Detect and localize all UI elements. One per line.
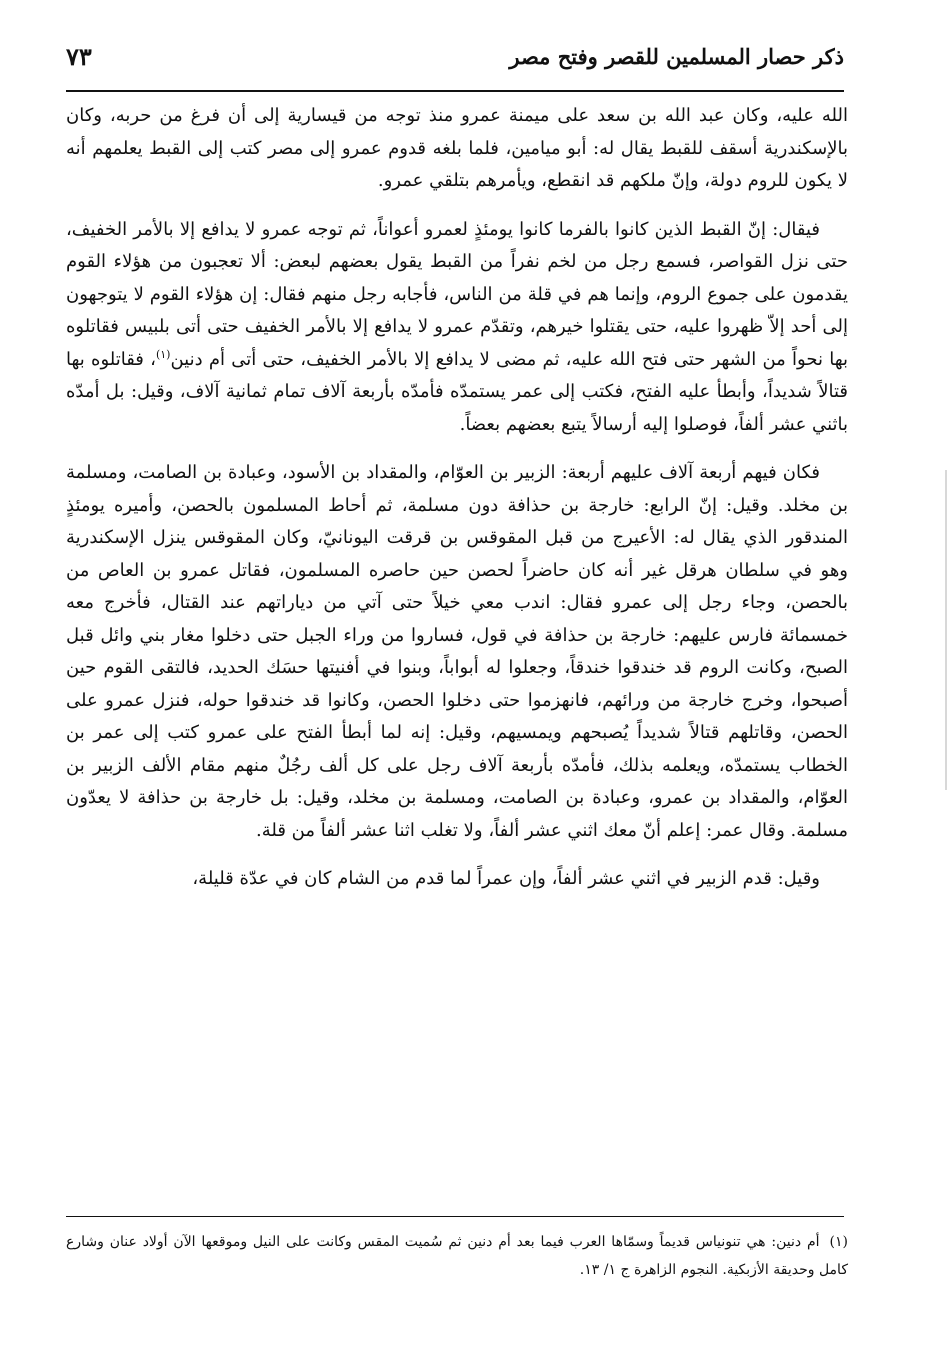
paragraph-4: وقيل: قدم الزبير في اثني عشر ألفاً، وإن عمراً لما قدم من الشام كان في عدّة قليلة،: [192, 868, 820, 889]
header-rule: [66, 90, 844, 92]
paragraph-1: الله عليه، وكان عبد الله بن سعد على ميمنة عمرو منذ توجه من قيسارية إلى أن فرغ من حربه، وكان بالإسكندرية أسقف للقبط يقال له: أبو ميامين، فلما بلغه قدوم عمرو إلى مصر كتب إلى القبط يعلمهم أنه لا يكون للروم دولة، وإنّ ملكهم قد انقطع، ويأمرهم بتلقي عمرو.: [66, 105, 848, 191]
footnote: [66, 1228, 848, 1284]
footnote-rule: [66, 1216, 844, 1217]
page-number: ٧٣: [66, 42, 92, 71]
footnote-text: أم دنين: هي تنونياس قديماً وسمّاها العرب فيما بعد أم دنين ثم سُميت المقس وكانت على النيل وموقعها الآن أولاد عنان وشارع كامل وحديقة الأزبكية. النجوم الزاهرة ج ١/ ١٣.: [66, 1234, 848, 1278]
footnote-number: (١): [829, 1234, 848, 1250]
paragraph-2-continuation: ، فقاتلوه بها قتالاً شديداً، وأبطأ عليه الفتح، فكتب إلى عمر يستمدّه فأمدّه بأربعة آلاف تمام ثمانية آلاف، وقيل: بل أمدّه باثني عشر ألفاً، فوصلوا إليه أرسالاً يتبع بعضهم بعضاً.: [66, 348, 848, 435]
running-title: ذكر حصار المسلمين للقصر وفتح مصر: [509, 44, 844, 69]
body-text: [66, 100, 848, 912]
paragraph-2-text: فيقال: إنّ القبط الذين كانوا بالفرما كانوا يومئذٍ لعمرو أعواناً، ثم توجه عمرو لا يدافع إلا بالأمر الخفيف، حتى نزل القواصر، فسمع رجل من لخم نفراً من القبط يقول بعضهم لبعض: ألا تعجبون من هؤلاء القوم يقدمون على جموع الروم، وإنما هم في قلة من الناس، فأجابه رجل منهم فقال: إن هؤلاء القوم لا يتوجهون إلى أحد إلاّ ظهروا عليه، حتى يقتلوا خيرهم، وتقدّم عمرو لا يدافع إلا بالأمر الخفيف حتى أتى بلبيس فقاتلوه بها نحواً من الشهر حتى فتح الله عليه، ثم مضى لا يدافع إلا بالأمر الخفيف، حتى أتى أم دنين: [66, 218, 848, 370]
paragraph-3: فكان فيهم أربعة آلاف عليهم أربعة: الزبير بن العوّام، والمقداد بن الأسود، وعبادة بن الصامت، ومسلمة بن مخلد. وقيل: إنّ الرابع: خارجة بن حذافة دون مسلمة، ثم أحاط المسلمون بالحصن، وأميره يومئذٍ المندقور الذي يقال له: الأعيرج من قبل المقوقس بن قرقت اليونانيّ، وكان المقوقس ينزل الإسكندرية وهو في سلطان هرقل غير أنه كان حاضراً لحصن حين حاصره المسلمون، فقاتل عمرو بن العاص من بالحصن، وجاء رجل إلى عمرو فقال: اندب معي خيلاً حتى آتي من دياراتهم عند القتال، فأخرج معه خمسمائة فارس عليهم: خارجة بن حذافة في قول، فساروا من وراء الجبل حتى دخلوا مغار بني وائل قبل الصبح، وكانت الروم قد خندقوا خندقاً، وجعلوا له أبواباً، وبنوا في أفنيتها حسَك الحديد، فالتقى القوم حين أصبحوا، وخرج خارجة من ورائهم، فانهزموا حتى دخلوا الحصن، وكانوا قد خندقوا حوله، فنزل عمرو على الحصن، وقاتلهم قتالاً شديداً يُصبحهم ويمسيهم، وقيل: إنه لما أبطأ الفتح على عمرو كتب إلى عمر بن الخطاب يستمدّه، ويعلمه بذلك، فأمدّه بأربعة آلاف رجل على كل ألف رجُلٌ منهم مقام الألف الزبير بن العوّام، والمقداد بن عمرو، وعبادة بن الصامت، ومسلمة بن مخلد، وقيل: بل خارجة بن حذافة لا يعدّون مسلمة. وقال عمر: إعلم أنّ معك اثني عشر ألفاً، ولا تغلب اثنا عشر ألفاً من قلة.: [66, 462, 848, 841]
footnote-reference: (١): [155, 347, 171, 361]
paragraph-2: [66, 214, 848, 442]
